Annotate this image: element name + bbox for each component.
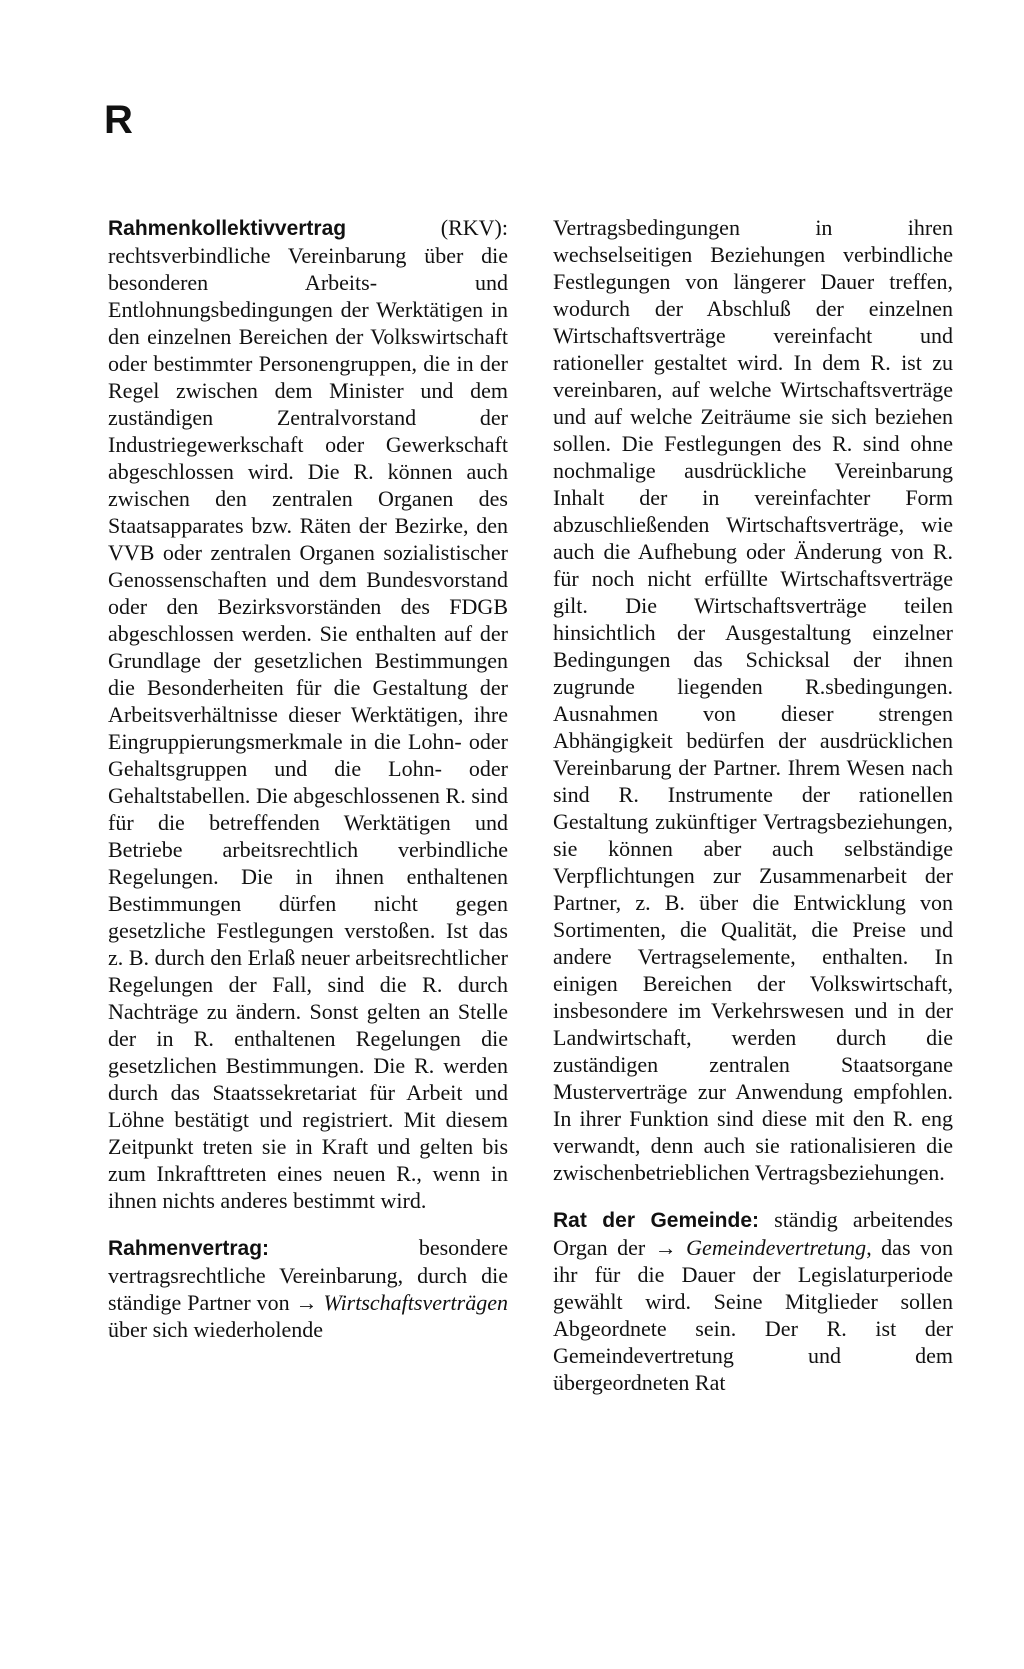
entry-text: , das von ihr für die Dauer der Legislaturperiode gewählt wird. Seine Mitglieder sollen Abgeordnete sein. Der R. ist der Gemeindevertretung und dem übergeordneten Rat bbox=[553, 1235, 954, 1395]
entry-rahmenvertrag bbox=[108, 1234, 508, 1343]
entry-text: ständig arbeitendes Organ der bbox=[553, 1207, 953, 1260]
entry-text: (RKV): rechtsverbindliche Vereinbarung über die besonderen Arbeits- und Entlohnungsbedingungen der Werktätigen in den einzelnen Bereichen der Volkswirtschaft oder bestimmter Personengruppen, die in der Regel zwischen dem Minister und dem zuständigen Zentralvorstand der Industriegewerkschaft oder Gewerkschaft abgeschlossen wird. Die R. können auch zwischen den zentralen Organen des Staatsapparates bzw. Räten der Bezirke, den VVB oder zentralen Organen sozialistischer Genossenschaften und dem Bundesvorstand oder den Bezirksvorständen des FDGB abgeschlossen werden. Sie enthalten auf der Grundlage der gesetzlichen Bestimmungen die Besonderheiten für die Gestaltung der Arbeitsverhältnisse dieser Werktätigen, ihre Eingruppierungsmerkmale in die Lohn- oder Gehaltsgruppen und die Lohn- oder Gehaltstabellen. Die abgeschlossenen R. sind für die betreffenden Werktätigen und Betriebe arbeitsrechtlich verbindliche Regelungen. Die in ihnen enthaltenen Bestimmungen dürfen nicht gegen gesetzliche Festlegungen verstoßen. Ist das z. B. durch den Erlaß neuer arbeitsrechtlicher Regelungen der Fall, sind die R. durch Nachträge zu ändern. Sonst gelten an Stelle der in R. enthaltenen Regelungen die gesetzlichen Bestimmungen. Die R. werden durch das Staatssekretariat für Arbeit und Löhne bestätigt und registriert. Mit diesem Zeitpunkt treten sie in Kraft und gelten bis zum Inkrafttreten eines neuen R., wenn in ihnen nichts anderes bestimmt wird. bbox=[108, 215, 508, 1213]
cross-reference: Gemeindevertretung bbox=[686, 1235, 867, 1260]
arrow-icon: → bbox=[654, 1235, 677, 1260]
entry-text: besondere vertragsrechtliche Vereinbarung, durch die ständige Partner von bbox=[108, 1235, 508, 1315]
right-column bbox=[553, 214, 953, 1396]
entry-term: Rahmenkollektivvertrag bbox=[108, 217, 347, 240]
entry-term: Rahmenvertrag: bbox=[108, 1237, 270, 1260]
entry-text: Vertragsbedingungen in ihren wechselseitigen Beziehungen verbindliche Festlegungen von längerer Dauer treffen, wodurch der Abschluß der einzelnen Wirtschaftsverträge vereinfacht und rationeller gestaltet wird. In dem R. ist zu vereinbaren, auf welche Wirtschaftsverträge und auf welche Zeiträume sie sich beziehen sollen. Die Festlegungen des R. sind ohne nochmalige ausdrückliche Vereinbarung Inhalt der in vereinfachter Form abzuschließenden Wirtschaftsverträge, wie auch die Aufhebung oder Änderung von R. für noch nicht erfüllte Wirtschaftsverträge gilt. Die Wirtschaftsverträge teilen hinsichtlich der Ausgestaltung einzelner Bedingungen das Schicksal der ihnen zugrunde liegenden R.sbedingungen. Ausnahmen von dieser strengen Abhängigkeit bedürfen der ausdrücklichen Vereinbarung der Partner. Ihrem Wesen nach sind R. Instrumente der rationellen Gestaltung zukünftiger Vertragsbeziehungen, sie können aber auch selbständige Verpflichtungen zur Zusammenarbeit der Partner, z. B. über die Entwicklung von Sortimenten, die Qualität, die Preise und andere Vertragselemente, enthalten. In einigen Bereichen der Volkswirtschaft, insbesondere im Verkehrswesen und in der Landwirtschaft, werden durch die zuständigen zentralen Staatsorgane Musterverträge zur Anwendung empfohlen. In ihrer Funktion sind diese mit den R. eng verwandt, denn auch sie rationalisieren die zwischenbetrieblichen Vertragsbeziehungen. bbox=[553, 215, 953, 1185]
cross-reference: Wirtschaftsverträgen bbox=[323, 1290, 508, 1315]
entry-term: Rat der Gemeinde: bbox=[553, 1209, 759, 1232]
entry-text bbox=[677, 1235, 687, 1260]
left-column bbox=[108, 214, 508, 1343]
arrow-icon: → bbox=[295, 1290, 318, 1315]
entry-rahmenvertrag-continued bbox=[553, 214, 953, 1186]
entry-rahmenkollektivvertrag bbox=[108, 214, 508, 1214]
section-letter: R bbox=[104, 98, 133, 142]
entry-text: über sich wiederholende bbox=[108, 1317, 324, 1342]
entry-rat-der-gemeinde bbox=[553, 1206, 953, 1396]
